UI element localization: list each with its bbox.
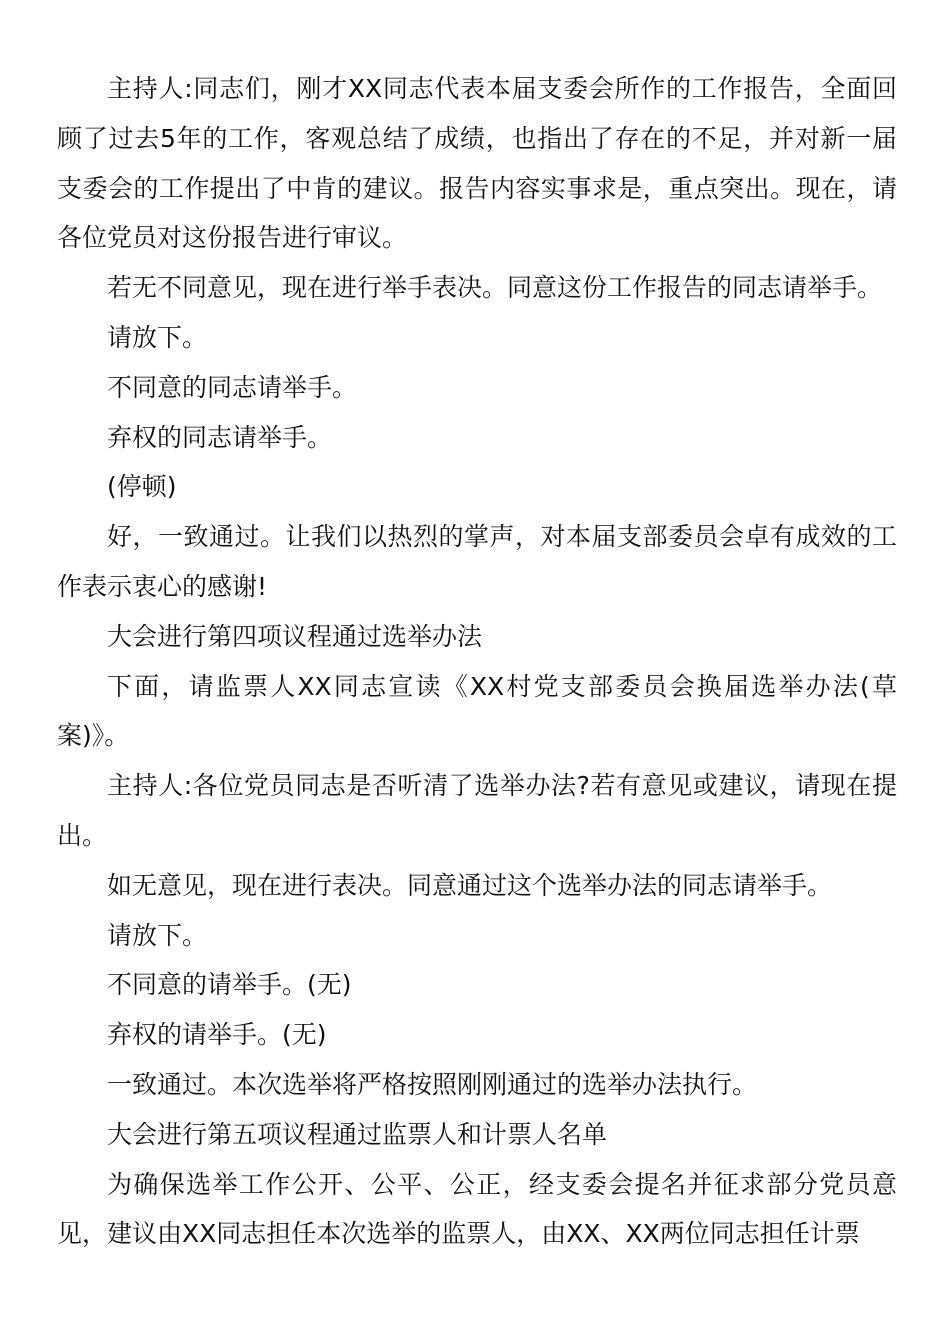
paragraph-read-election-rules: 下面，请监票人XX同志宣读《XX村党支部委员会换届选举办法(草案)》。 — [57, 671, 897, 751]
paragraph-abstain-none: 弃权的请举手。(无) — [107, 1020, 327, 1050]
paragraph-unanimous-rules: 一致通过。本次选举将严格按照刚刚通过的选举办法执行。 — [107, 1069, 758, 1099]
paragraph-scrutineer-proposal: 为确保选举工作公开、公平、公正，经支委会提名并征求部分党员意见，建议由XX同志担任本次选举的监票人，由XX、XX两位同志担任计票 — [57, 1169, 897, 1249]
paragraph-vote-report: 若无不同意见，现在进行举手表决。同意这份工作报告的同志请举手。 — [107, 273, 883, 303]
paragraph-opposed-none: 不同意的请举手。(无) — [107, 970, 352, 1000]
paragraph-pause: (停顿) — [107, 472, 177, 502]
paragraph-hands-down-2: 请放下。 — [107, 920, 208, 950]
paragraph-hands-down: 请放下。 — [107, 322, 208, 352]
section-heading-agenda-4: 大会进行第四项议程通过选举办法 — [107, 621, 483, 651]
paragraph-host-ask-opinions: 主持人:各位党员同志是否听清了选举办法?若有意见或建议，请现在提出。 — [57, 771, 897, 850]
paragraph-abstain: 弃权的同志请举手。 — [107, 422, 333, 452]
paragraph-host-report-review: 主持人:同志们，刚才XX同志代表本届支委会所作的工作报告，全面回顾了过去5年的工作，客观总结了成绩，也指出了存在的不足，并对新一届支委会的工作提出了中肯的建议。报告内容实事求是，重点突出。现在，请各位党员对这份报告进行审议。 — [57, 74, 897, 253]
section-heading-agenda-5: 大会进行第五项议程通过监票人和计票人名单 — [107, 1119, 608, 1149]
paragraph-opposed: 不同意的同志请举手。 — [107, 372, 358, 402]
document-page — [57, 64, 897, 1259]
paragraph-vote-rules: 如无意见，现在进行表决。同意通过这个选举办法的同志请举手。 — [107, 870, 833, 900]
paragraph-unanimous-thanks: 好，一致通过。让我们以热烈的掌声，对本届支部委员会卓有成效的工作表示衷心的感谢! — [57, 522, 897, 601]
